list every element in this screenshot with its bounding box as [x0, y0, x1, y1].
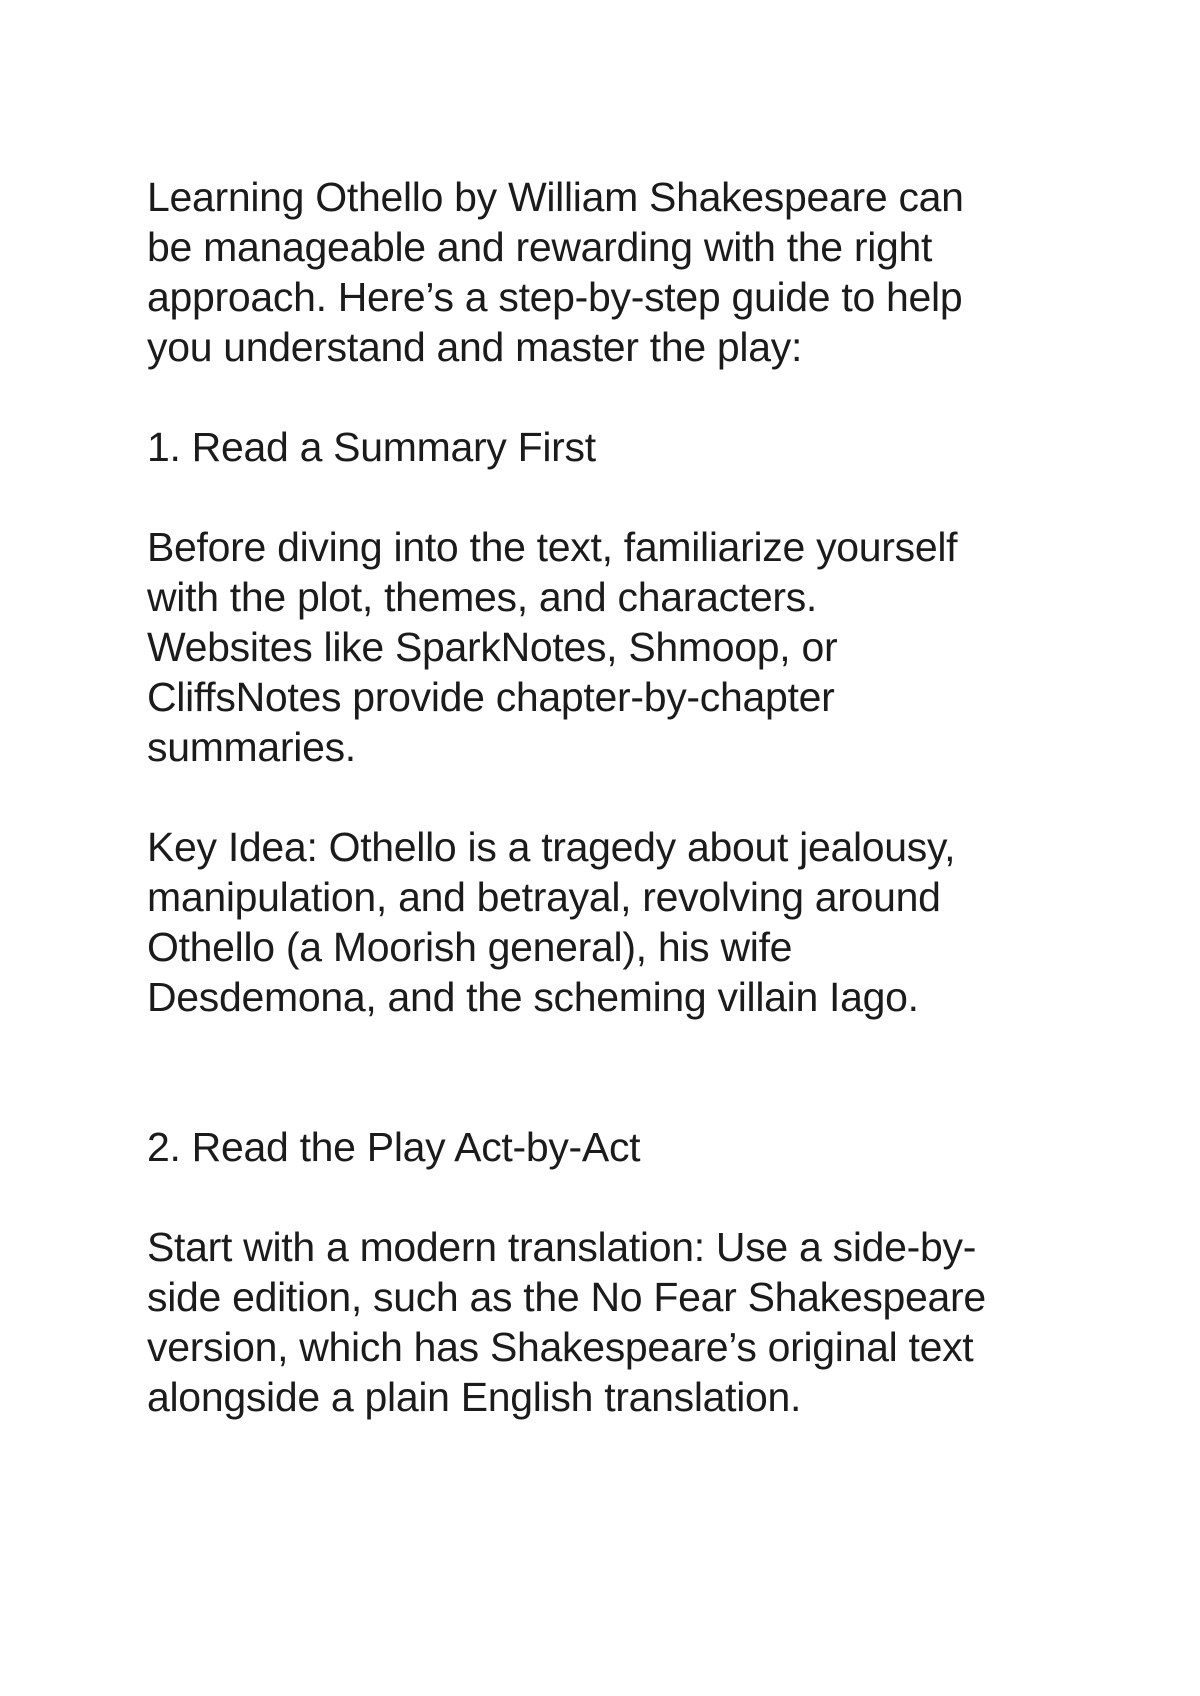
intro-line: Learning Othello by William Shakespeare can: [147, 174, 964, 220]
section-2-heading-text: 2. Read the Play Act-by-Act: [147, 1124, 641, 1170]
spacer: [147, 1172, 1107, 1222]
key-idea-line: manipulation, and betrayal, revolving around: [147, 874, 941, 920]
section-1-paragraph: [147, 522, 1107, 772]
key-idea-line: Desdemona, and the scheming villain Iago.: [147, 974, 919, 1020]
section-1-line: summaries.: [147, 724, 356, 770]
section-1-heading: [147, 422, 1107, 472]
section-2-line: Start with a modern translation: Use a side-by-: [147, 1224, 977, 1270]
section-1-line: Websites like SparkNotes, Shmoop, or: [147, 624, 838, 670]
section-2-paragraph: [147, 1222, 1107, 1422]
intro-paragraph: [147, 172, 1107, 372]
document-body: [147, 172, 1107, 1422]
spacer: [147, 472, 1107, 522]
spacer: [147, 1022, 1107, 1122]
spacer: [147, 372, 1107, 422]
intro-line: approach. Here’s a step-by-step guide to help: [147, 274, 963, 320]
section-2-line: version, which has Shakespeare’s original text: [147, 1324, 974, 1370]
key-idea-line: Othello (a Moorish general), his wife: [147, 924, 793, 970]
intro-line: be manageable and rewarding with the right: [147, 224, 933, 270]
section-2-heading: [147, 1122, 1107, 1172]
section-1-line: CliffsNotes provide chapter-by-chapter: [147, 674, 835, 720]
section-2-line: alongside a plain English translation.: [147, 1374, 802, 1420]
key-idea-paragraph: [147, 822, 1107, 1022]
section-1-line: with the plot, themes, and characters.: [147, 574, 818, 620]
intro-line: you understand and master the play:: [147, 324, 803, 370]
spacer: [147, 772, 1107, 822]
section-1-heading-text: 1. Read a Summary First: [147, 424, 596, 470]
key-idea-line: Key Idea: Othello is a tragedy about jealousy,: [147, 824, 956, 870]
section-1-line: Before diving into the text, familiarize yourself: [147, 524, 958, 570]
section-2-line: side edition, such as the No Fear Shakespeare: [147, 1274, 986, 1320]
